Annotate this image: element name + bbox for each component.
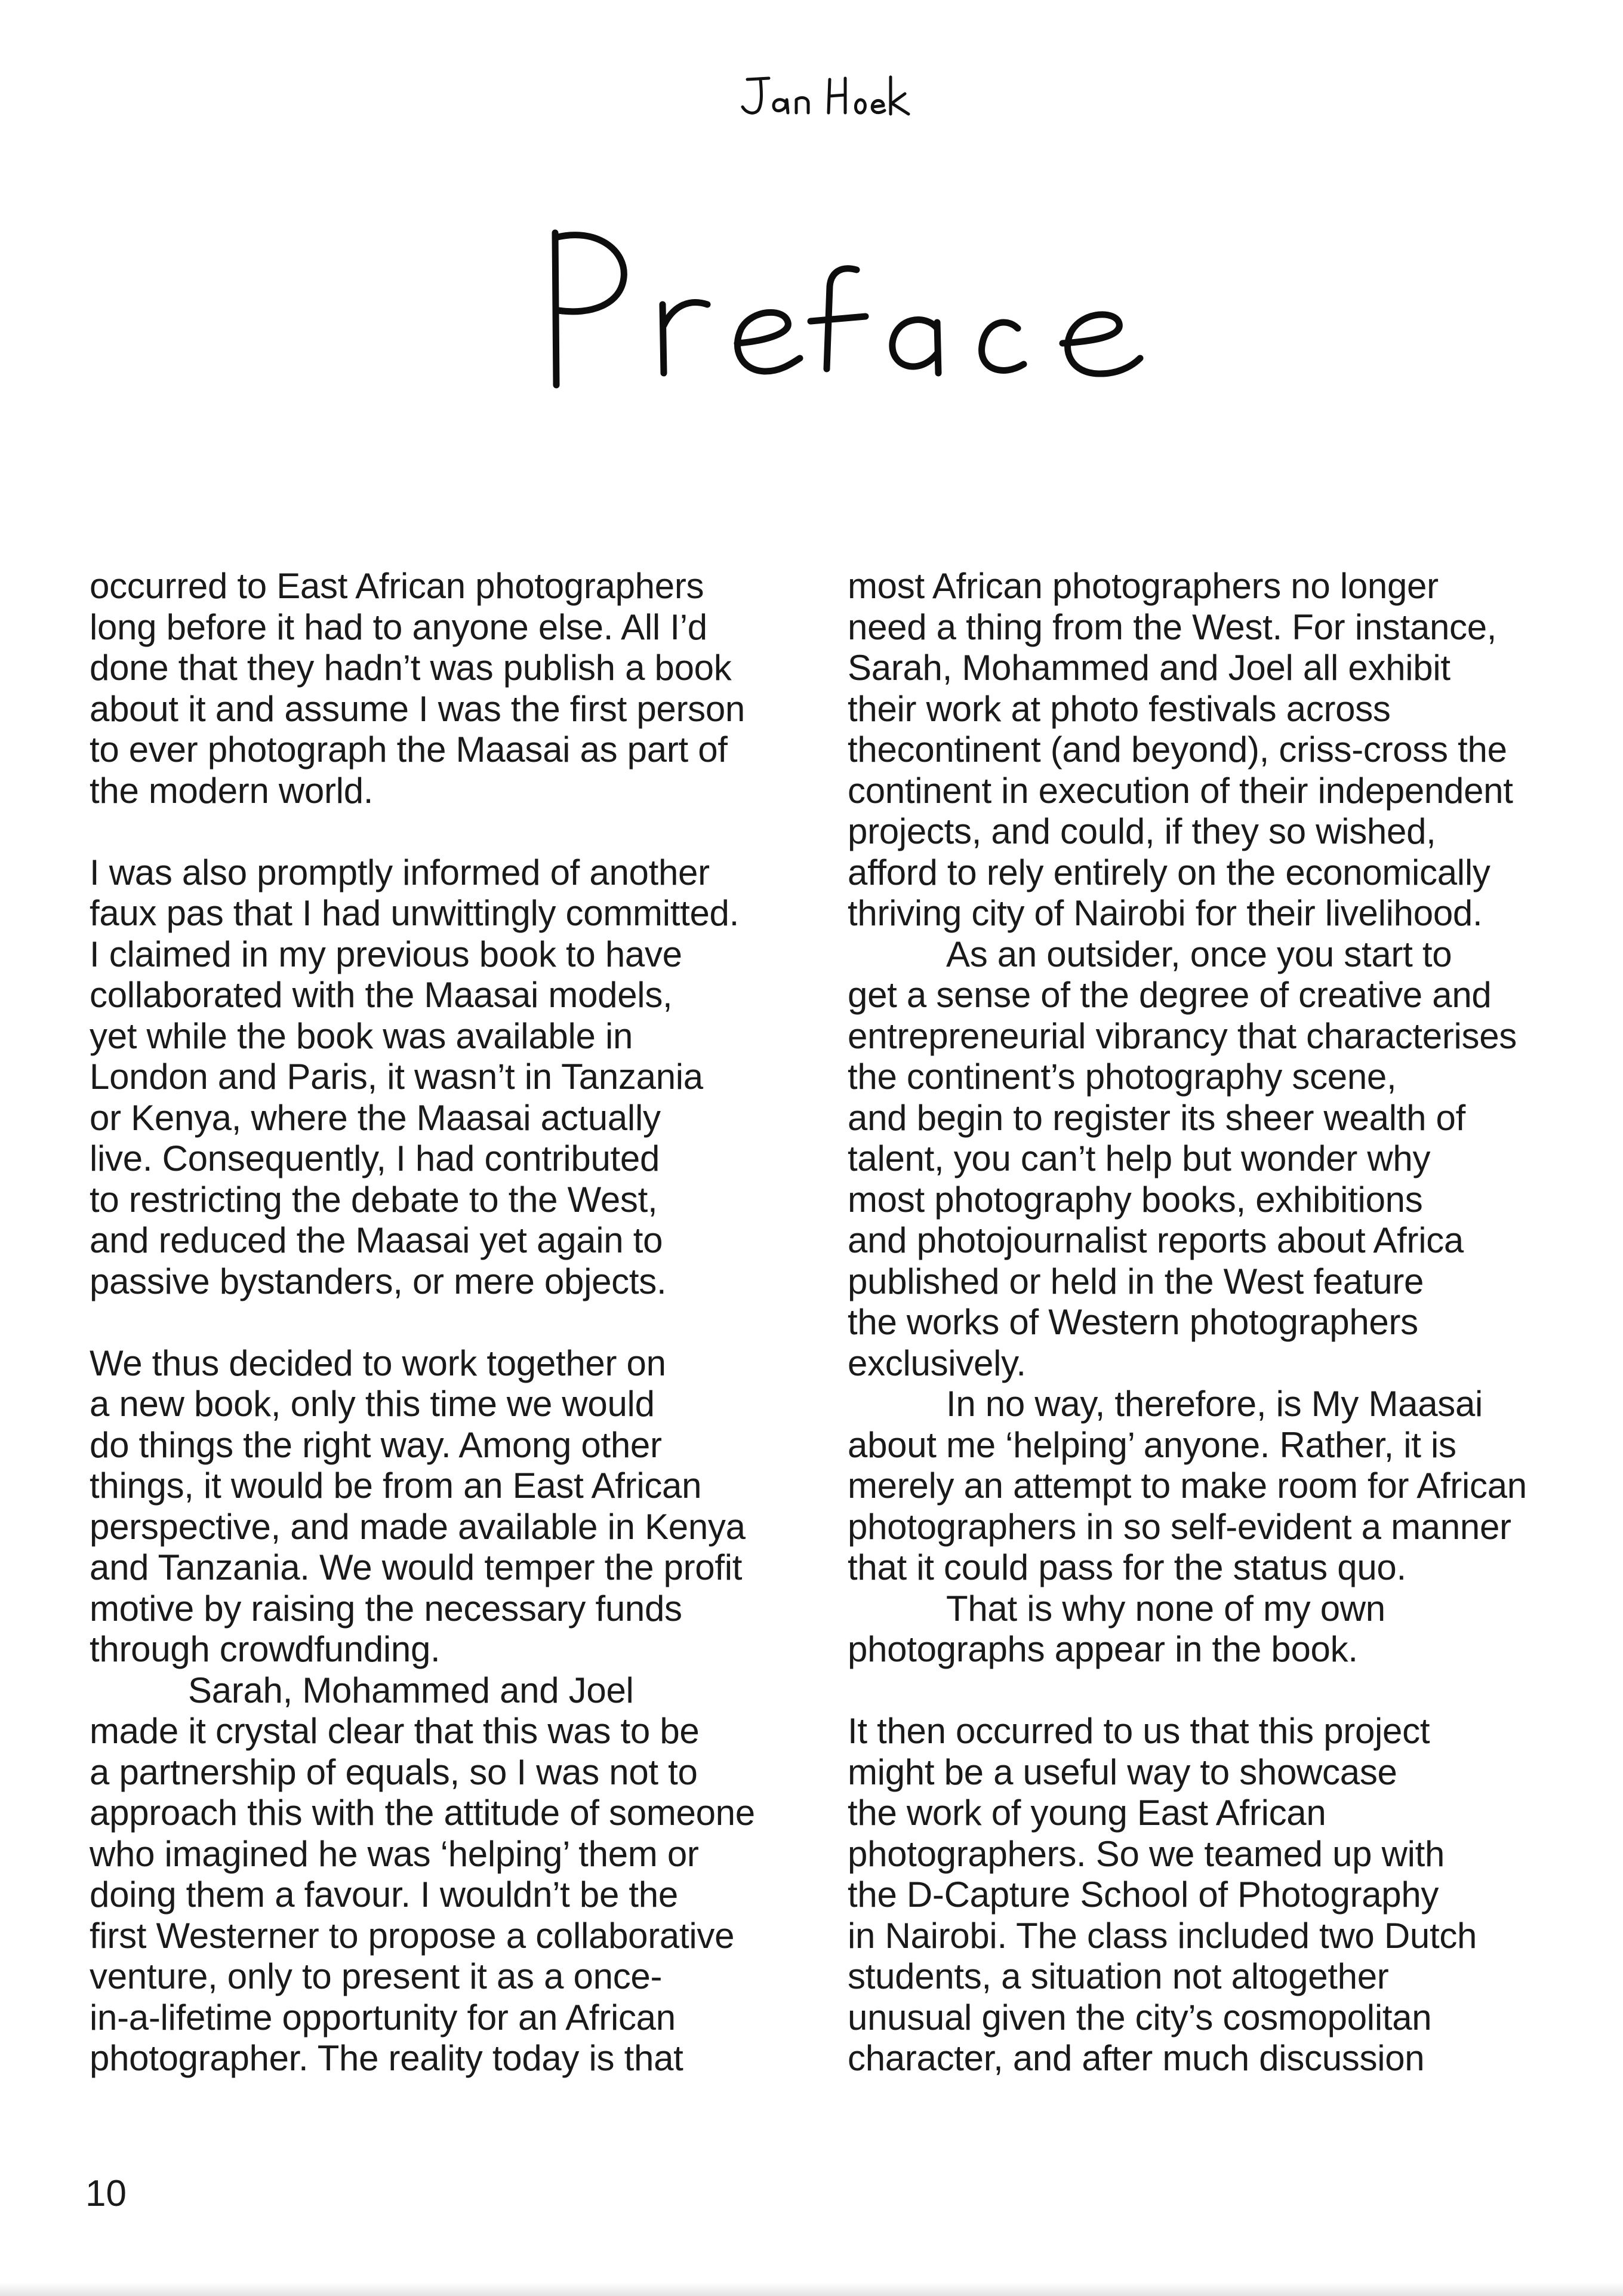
text-line: photographers in so self-evident a manner — [848, 1506, 1511, 1547]
paragraph-gap — [90, 1302, 824, 1343]
paragraph-gap — [90, 811, 824, 852]
text-line: and photojournalist reports about Africa — [848, 1220, 1464, 1260]
text-line: their work at photo festivals across — [848, 688, 1391, 729]
text-line: exclusively. — [848, 1343, 1026, 1383]
page-title — [525, 215, 1170, 418]
text-line: about it and assume I was the first person — [90, 688, 745, 729]
text-line: through crowdfunding. — [90, 1629, 441, 1669]
text-line: and Tanzania. We would temper the profit — [90, 1547, 743, 1587]
text-line: merely an attempt to make room for African — [848, 1466, 1527, 1506]
text-line: first Westerner to propose a collaborative — [90, 1915, 735, 1956]
text-line: and begin to register its sheer wealth of — [848, 1097, 1465, 1138]
text-line: in Nairobi. The class included two Dutch — [848, 1915, 1477, 1956]
text-line: in-a-lifetime opportunity for an African — [90, 1997, 676, 2038]
text-line: Sarah, Mohammed and Joel all exhibit — [848, 648, 1450, 688]
text-line: In no way, therefore, is My Maasai — [946, 1384, 1483, 1424]
text-line: perspective, and made available in Kenya — [90, 1506, 746, 1547]
text-line: that it could pass for the status quo. — [848, 1547, 1406, 1587]
text-line: continent in execution of their independent — [848, 770, 1513, 811]
text-line: faux pas that I had unwittingly committed. — [90, 893, 739, 933]
text-line: live. Consequently, I had contributed — [90, 1138, 660, 1178]
text-line: about me ‘helping’ anyone. Rather, it is — [848, 1424, 1456, 1465]
text-line: to restricting the debate to the West, — [90, 1179, 658, 1220]
text-line: entrepreneurial vibrancy that characterises — [848, 1015, 1517, 1056]
text-line: talent, you can’t help but wonder why — [848, 1138, 1431, 1178]
text-line: to ever photograph the Maasai as part of — [90, 730, 728, 770]
text-line: passive bystanders, or mere objects. — [90, 1261, 667, 1301]
text-line: a partnership of equals, so I was not to — [90, 1752, 698, 1792]
text-line: photographers. So we teamed up with — [848, 1833, 1445, 1874]
page-number: 10 — [85, 2173, 127, 2214]
text-line: a new book, only this time we would — [90, 1384, 655, 1424]
text-line: the work of young East African — [848, 1793, 1326, 1833]
text-line: the D-Capture School of Photography — [848, 1875, 1439, 1915]
text-line: published or held in the West feature — [848, 1261, 1424, 1301]
text-line: students, a situation not altogether — [848, 1956, 1389, 1996]
text-line: and reduced the Maasai yet again to — [90, 1220, 663, 1260]
text-line: might be a useful way to showcase — [848, 1752, 1397, 1792]
text-line: or Kenya, where the Maasai actually — [90, 1097, 661, 1138]
text-line: I claimed in my previous book to have — [90, 934, 682, 974]
text-line: doing them a favour. I wouldn’t be the — [90, 1875, 678, 1915]
text-line: thriving city of Nairobi for their livelihood. — [848, 893, 1483, 933]
text-line: venture, only to present it as a once- — [90, 1956, 663, 1996]
text-line: occurred to East African photographers — [90, 566, 704, 606]
text-line: done that they hadn’t was publish a book — [90, 648, 732, 688]
text-line: motive by raising the necessary funds — [90, 1588, 682, 1629]
text-line: London and Paris, it wasn’t in Tanzania — [90, 1057, 703, 1097]
text-line: That is why none of my own — [946, 1588, 1385, 1629]
text-line: Sarah, Mohammed and Joel — [188, 1670, 634, 1710]
text-line: the works of Western photographers — [848, 1302, 1418, 1342]
text-line: the continent’s photography scene, — [848, 1057, 1397, 1097]
text-line: made it crystal clear that this was to be — [90, 1711, 700, 1751]
right-column — [848, 566, 1588, 2079]
scan-edge-shadow — [0, 2283, 1623, 2296]
text-line: I was also promptly informed of another — [90, 852, 710, 892]
text-line: who imagined he was ‘helping’ them or — [90, 1833, 699, 1874]
text-line: character, and after much discussion — [848, 2038, 1425, 2078]
text-line: It then occurred to us that this project — [848, 1711, 1430, 1751]
text-line: get a sense of the degree of creative and — [848, 975, 1492, 1015]
text-line: need a thing from the West. For instance, — [848, 607, 1497, 647]
text-line: photographs appear in the book. — [848, 1629, 1358, 1669]
text-line: As an outsider, once you start to — [946, 934, 1452, 974]
text-line: things, it would be from an East African — [90, 1466, 702, 1506]
paragraph-gap — [848, 1670, 1588, 1712]
text-line: thecontinent (and beyond), criss-cross the — [848, 730, 1507, 770]
text-line: do things the right way. Among other — [90, 1424, 662, 1465]
text-line: most photography books, exhibitions — [848, 1179, 1423, 1220]
author-signature — [734, 63, 913, 128]
text-line: unusual given the city’s cosmopolitan — [848, 1997, 1432, 2038]
text-line: projects, and could, if they so wished, — [848, 811, 1436, 851]
text-line: the modern world. — [90, 770, 374, 811]
text-line: most African photographers no longer — [848, 566, 1439, 606]
text-line: approach this with the attitude of someone — [90, 1793, 755, 1833]
left-column — [90, 566, 824, 2079]
text-line: long before it had to anyone else. All I’d — [90, 607, 707, 647]
text-line: photographer. The reality today is that — [90, 2038, 683, 2078]
text-line: afford to rely entirely on the economically — [848, 852, 1490, 892]
text-line: yet while the book was available in — [90, 1015, 633, 1056]
text-line: We thus decided to work together on — [90, 1343, 666, 1383]
text-line: collaborated with the Maasai models, — [90, 975, 673, 1015]
